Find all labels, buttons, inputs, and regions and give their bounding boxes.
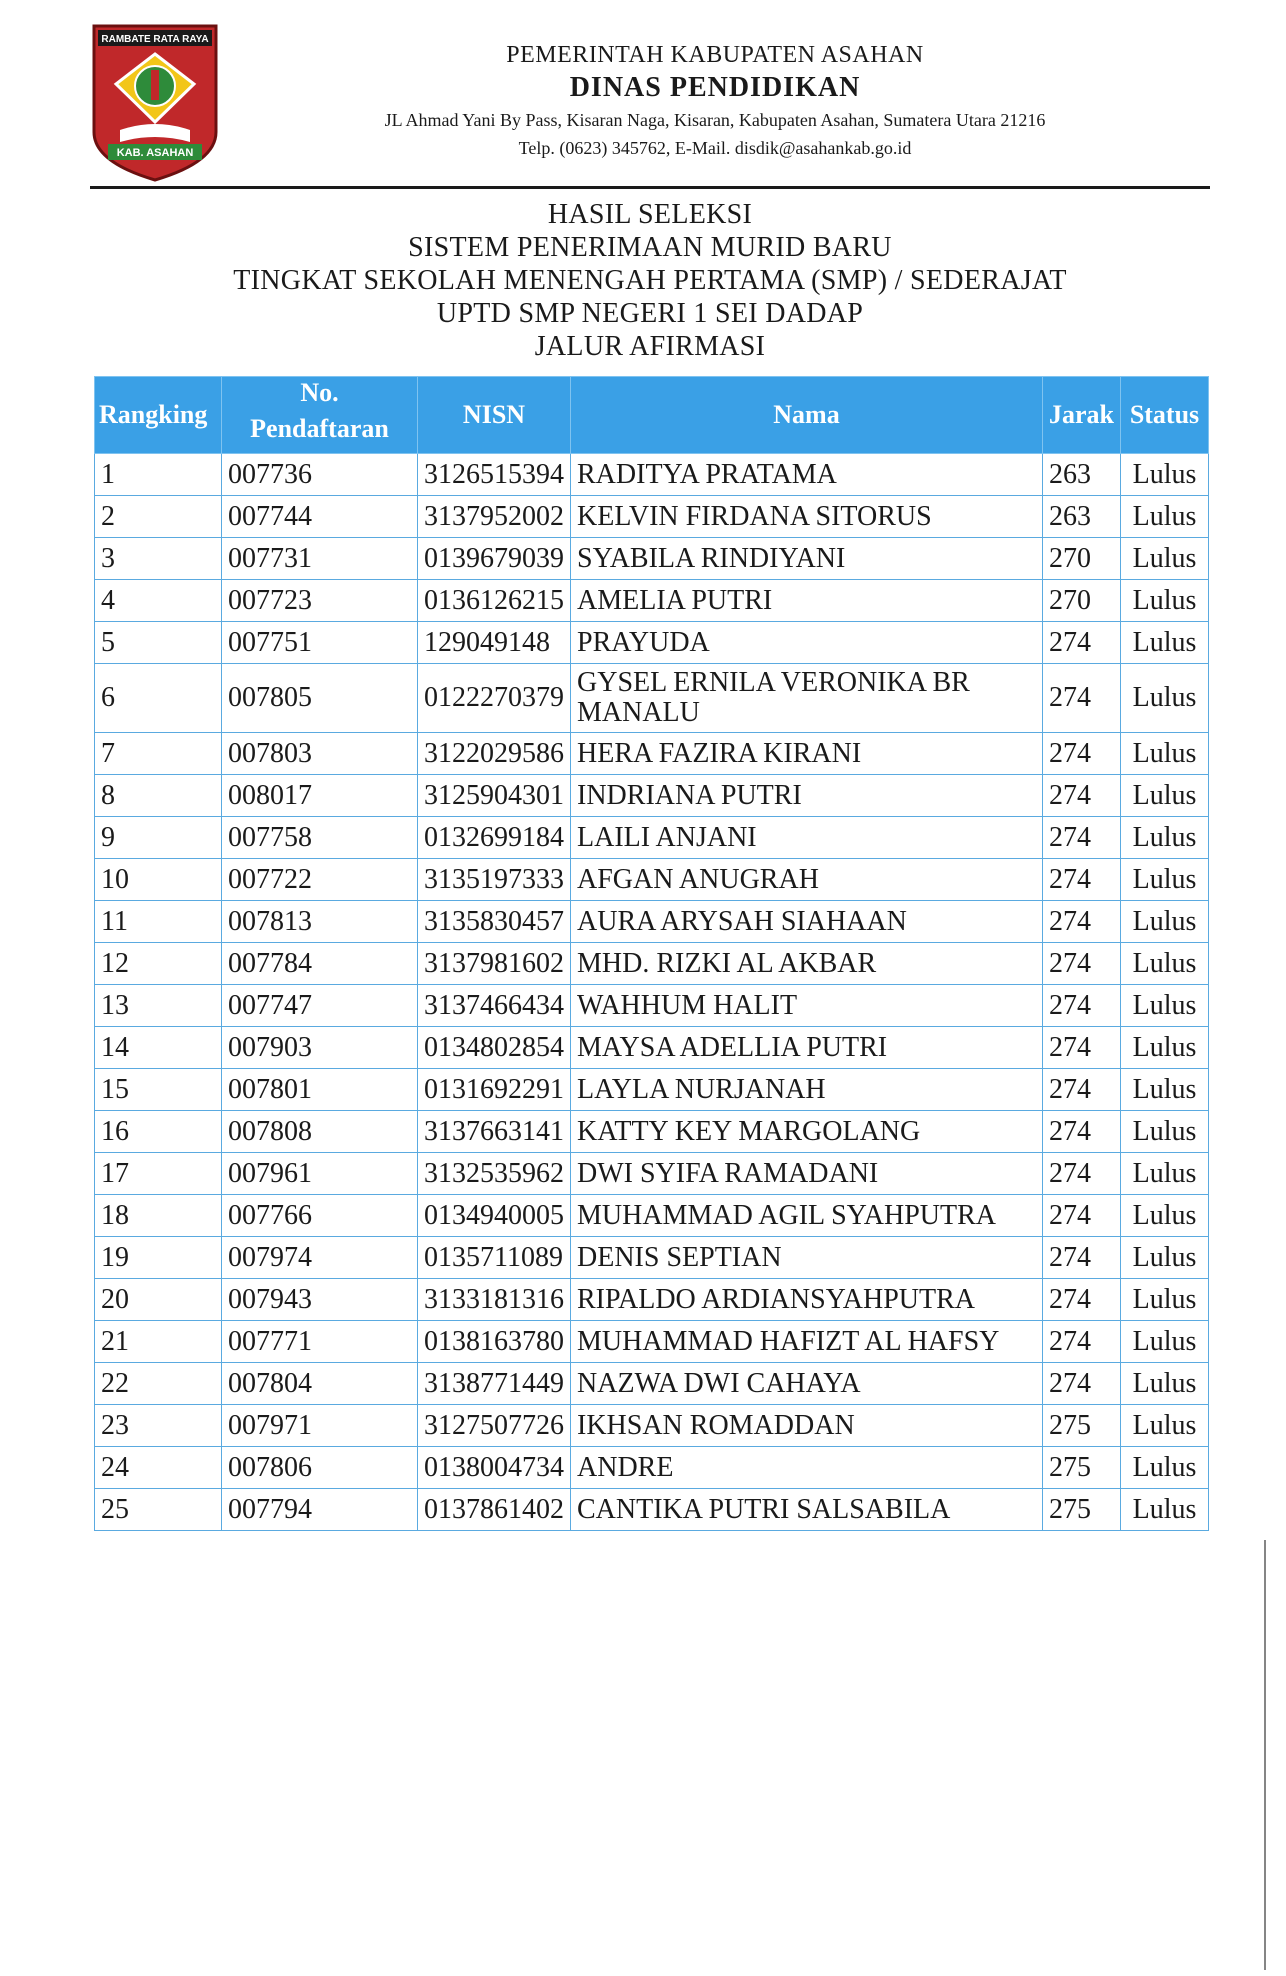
cell-registration-number: 007803 xyxy=(222,733,418,775)
cell-distance: 270 xyxy=(1043,538,1121,580)
header-status: Status xyxy=(1121,377,1209,454)
header-nisn: NISN xyxy=(418,377,571,454)
table-row xyxy=(95,664,1209,733)
cell-registration-number: 007813 xyxy=(222,901,418,943)
cell-nisn: 0137861402 xyxy=(418,1489,571,1531)
cell-registration-number: 007971 xyxy=(222,1405,418,1447)
table-row xyxy=(95,817,1209,859)
cell-name: CANTIKA PUTRI SALSABILA xyxy=(571,1489,1043,1531)
cell-nisn: 3132535962 xyxy=(418,1153,571,1195)
cell-rank: 8 xyxy=(95,775,222,817)
cell-status: Lulus xyxy=(1121,1027,1209,1069)
cell-rank: 21 xyxy=(95,1321,222,1363)
table-row xyxy=(95,1321,1209,1363)
table-row xyxy=(95,1279,1209,1321)
selection-results-table xyxy=(94,376,1209,1531)
cell-registration-number: 007722 xyxy=(222,859,418,901)
table-row xyxy=(95,985,1209,1027)
cell-nisn: 3137663141 xyxy=(418,1111,571,1153)
cell-name: AMELIA PUTRI xyxy=(571,580,1043,622)
table-row xyxy=(95,1405,1209,1447)
cell-rank: 18 xyxy=(95,1195,222,1237)
cell-status: Lulus xyxy=(1121,733,1209,775)
cell-distance: 275 xyxy=(1043,1447,1121,1489)
cell-rank: 16 xyxy=(95,1111,222,1153)
cell-distance: 263 xyxy=(1043,454,1121,496)
cell-status: Lulus xyxy=(1121,1111,1209,1153)
cell-distance: 274 xyxy=(1043,1363,1121,1405)
cell-rank: 15 xyxy=(95,1069,222,1111)
cell-rank: 6 xyxy=(95,664,222,733)
cell-status: Lulus xyxy=(1121,1237,1209,1279)
cell-registration-number: 007723 xyxy=(222,580,418,622)
table-row xyxy=(95,1489,1209,1531)
cell-nisn: 3137952002 xyxy=(418,496,571,538)
government-name: PEMERINTAH KABUPATEN ASAHAN xyxy=(506,42,924,68)
title-school-name: UPTD SMP NEGERI 1 SEI DADAP xyxy=(436,298,864,329)
header-distance: Jarak xyxy=(1043,377,1121,454)
cell-status: Lulus xyxy=(1121,859,1209,901)
cell-status: Lulus xyxy=(1121,1363,1209,1405)
cell-name: MUHAMMAD HAFIZT AL HAFSY xyxy=(571,1321,1043,1363)
cell-name: PRAYUDA xyxy=(571,622,1043,664)
cell-registration-number: 007801 xyxy=(222,1069,418,1111)
cell-name: RIPALDO ARDIANSYAHPUTRA xyxy=(571,1279,1043,1321)
cell-nisn: 3135197333 xyxy=(418,859,571,901)
cell-status: Lulus xyxy=(1121,943,1209,985)
cell-distance: 274 xyxy=(1043,1237,1121,1279)
cell-registration-number: 008017 xyxy=(222,775,418,817)
cell-status: Lulus xyxy=(1121,1279,1209,1321)
cell-name: MAYSA ADELLIA PUTRI xyxy=(571,1027,1043,1069)
cell-distance: 274 xyxy=(1043,859,1121,901)
cell-rank: 19 xyxy=(95,1237,222,1279)
header-rank: Rangking xyxy=(95,377,222,454)
header-name: Nama xyxy=(571,377,1043,454)
table-row xyxy=(95,622,1209,664)
cell-name: IKHSAN ROMADDAN xyxy=(571,1405,1043,1447)
table-row xyxy=(95,454,1209,496)
cell-status: Lulus xyxy=(1121,901,1209,943)
cell-distance: 274 xyxy=(1043,901,1121,943)
cell-status: Lulus xyxy=(1121,622,1209,664)
cell-distance: 263 xyxy=(1043,496,1121,538)
cell-registration-number: 007974 xyxy=(222,1237,418,1279)
cell-registration-number: 007771 xyxy=(222,1321,418,1363)
cell-name: ANDRE xyxy=(571,1447,1043,1489)
table-row xyxy=(95,1153,1209,1195)
cell-status: Lulus xyxy=(1121,580,1209,622)
cell-distance: 274 xyxy=(1043,775,1121,817)
cell-name: KELVIN FIRDANA SITORUS xyxy=(571,496,1043,538)
cell-status: Lulus xyxy=(1121,1447,1209,1489)
svg-text:RAMBATE RATA RAYA: RAMBATE RATA RAYA xyxy=(101,34,209,45)
cell-distance: 274 xyxy=(1043,1069,1121,1111)
header-reg-line1: No. xyxy=(300,378,339,407)
cell-status: Lulus xyxy=(1121,775,1209,817)
title-admission-system: SISTEM PENERIMAAN MURID BARU xyxy=(408,232,892,263)
cell-rank: 4 xyxy=(95,580,222,622)
cell-name: MUHAMMAD AGIL SYAHPUTRA xyxy=(571,1195,1043,1237)
cell-nisn: 129049148 xyxy=(418,622,571,664)
cell-name: WAHHUM HALIT xyxy=(571,985,1043,1027)
cell-distance: 274 xyxy=(1043,622,1121,664)
table-row xyxy=(95,1237,1209,1279)
cell-status: Lulus xyxy=(1121,1195,1209,1237)
svg-text:KAB. ASAHAN: KAB. ASAHAN xyxy=(116,147,194,159)
scan-edge-line xyxy=(1264,1540,1266,1970)
table-row xyxy=(95,775,1209,817)
cell-rank: 10 xyxy=(95,859,222,901)
cell-rank: 25 xyxy=(95,1489,222,1531)
cell-nisn: 3135830457 xyxy=(418,901,571,943)
cell-rank: 17 xyxy=(95,1153,222,1195)
cell-distance: 274 xyxy=(1043,817,1121,859)
cell-distance: 275 xyxy=(1043,1405,1121,1447)
cell-distance: 270 xyxy=(1043,580,1121,622)
table-row xyxy=(95,901,1209,943)
cell-status: Lulus xyxy=(1121,496,1209,538)
letterhead-text xyxy=(240,40,1190,162)
cell-nisn: 0122270379 xyxy=(418,664,571,733)
cell-rank: 23 xyxy=(95,1405,222,1447)
letterhead-divider xyxy=(90,186,1210,189)
table-row xyxy=(95,859,1209,901)
cell-rank: 1 xyxy=(95,454,222,496)
cell-distance: 274 xyxy=(1043,1027,1121,1069)
cell-distance: 274 xyxy=(1043,664,1121,733)
cell-distance: 274 xyxy=(1043,1279,1121,1321)
table-row xyxy=(95,733,1209,775)
cell-registration-number: 007766 xyxy=(222,1195,418,1237)
table-row xyxy=(95,1447,1209,1489)
cell-nisn: 3137981602 xyxy=(418,943,571,985)
cell-nisn: 3122029586 xyxy=(418,733,571,775)
cell-name: LAILI ANJANI xyxy=(571,817,1043,859)
cell-name: HERA FAZIRA KIRANI xyxy=(571,733,1043,775)
cell-name: LAYLA NURJANAH xyxy=(571,1069,1043,1111)
cell-registration-number: 007961 xyxy=(222,1153,418,1195)
cell-status: Lulus xyxy=(1121,1069,1209,1111)
cell-status: Lulus xyxy=(1121,1405,1209,1447)
cell-status: Lulus xyxy=(1121,1321,1209,1363)
cell-rank: 9 xyxy=(95,817,222,859)
cell-status: Lulus xyxy=(1121,1489,1209,1531)
cell-nisn: 0132699184 xyxy=(418,817,571,859)
cell-nisn: 3127507726 xyxy=(418,1405,571,1447)
cell-nisn: 0138004734 xyxy=(418,1447,571,1489)
cell-status: Lulus xyxy=(1121,538,1209,580)
cell-rank: 3 xyxy=(95,538,222,580)
cell-rank: 12 xyxy=(95,943,222,985)
cell-nisn: 0131692291 xyxy=(418,1069,571,1111)
cell-rank: 14 xyxy=(95,1027,222,1069)
cell-registration-number: 007808 xyxy=(222,1111,418,1153)
cell-status: Lulus xyxy=(1121,1153,1209,1195)
table-row xyxy=(95,538,1209,580)
cell-status: Lulus xyxy=(1121,985,1209,1027)
cell-nisn: 3138771449 xyxy=(418,1363,571,1405)
office-contact: Telp. (0623) 345762, E-Mail. disdik@asahankab.go.id xyxy=(518,138,912,158)
cell-nisn: 0138163780 xyxy=(418,1321,571,1363)
cell-distance: 274 xyxy=(1043,985,1121,1027)
cell-nisn: 3125904301 xyxy=(418,775,571,817)
cell-name: DENIS SEPTIAN xyxy=(571,1237,1043,1279)
cell-name: INDRIANA PUTRI xyxy=(571,775,1043,817)
cell-distance: 274 xyxy=(1043,1153,1121,1195)
cell-registration-number: 007943 xyxy=(222,1279,418,1321)
cell-registration-number: 007736 xyxy=(222,454,418,496)
header-reg-line2: Pendaftaran xyxy=(250,414,389,443)
cell-rank: 11 xyxy=(95,901,222,943)
cell-rank: 22 xyxy=(95,1363,222,1405)
cell-name: KATTY KEY MARGOLANG xyxy=(571,1111,1043,1153)
cell-nisn: 3137466434 xyxy=(418,985,571,1027)
header-registration-number xyxy=(222,377,418,454)
title-admission-track: JALUR AFIRMASI xyxy=(534,331,766,362)
cell-nisn: 0136126215 xyxy=(418,580,571,622)
cell-registration-number: 007805 xyxy=(222,664,418,733)
table-row xyxy=(95,496,1209,538)
cell-registration-number: 007784 xyxy=(222,943,418,985)
cell-registration-number: 007804 xyxy=(222,1363,418,1405)
cell-nisn: 0134802854 xyxy=(418,1027,571,1069)
cell-name: MHD. RIZKI AL AKBAR xyxy=(571,943,1043,985)
table-row xyxy=(95,1363,1209,1405)
agency-name: DINAS PENDIDIKAN xyxy=(569,72,861,103)
cell-status: Lulus xyxy=(1121,664,1209,733)
cell-distance: 275 xyxy=(1043,1489,1121,1531)
cell-rank: 2 xyxy=(95,496,222,538)
cell-status: Lulus xyxy=(1121,454,1209,496)
cell-registration-number: 007903 xyxy=(222,1027,418,1069)
document-title-block xyxy=(90,198,1210,363)
cell-registration-number: 007751 xyxy=(222,622,418,664)
cell-nisn: 3133181316 xyxy=(418,1279,571,1321)
cell-registration-number: 007731 xyxy=(222,538,418,580)
cell-rank: 5 xyxy=(95,622,222,664)
cell-distance: 274 xyxy=(1043,1321,1121,1363)
cell-rank: 24 xyxy=(95,1447,222,1489)
table-row xyxy=(95,943,1209,985)
title-selection-result: HASIL SELEKSI xyxy=(547,199,753,230)
cell-rank: 13 xyxy=(95,985,222,1027)
cell-distance: 274 xyxy=(1043,943,1121,985)
table-row xyxy=(95,1195,1209,1237)
cell-name: DWI SYIFA RAMADANI xyxy=(571,1153,1043,1195)
cell-registration-number: 007744 xyxy=(222,496,418,538)
table-row xyxy=(95,580,1209,622)
cell-nisn: 0139679039 xyxy=(418,538,571,580)
cell-name: AURA ARYSAH SIAHAAN xyxy=(571,901,1043,943)
cell-name: NAZWA DWI CAHAYA xyxy=(571,1363,1043,1405)
cell-registration-number: 007794 xyxy=(222,1489,418,1531)
cell-nisn: 0135711089 xyxy=(418,1237,571,1279)
cell-nisn: 0134940005 xyxy=(418,1195,571,1237)
cell-registration-number: 007806 xyxy=(222,1447,418,1489)
cell-nisn: 3126515394 xyxy=(418,454,571,496)
table-row xyxy=(95,1069,1209,1111)
table-row xyxy=(95,1111,1209,1153)
cell-name: GYSEL ERNILA VERONIKA BR MANALU xyxy=(571,664,1043,733)
cell-rank: 7 xyxy=(95,733,222,775)
asahan-regency-crest-icon xyxy=(90,22,220,182)
office-address: JL Ahmad Yani By Pass, Kisaran Naga, Kisaran, Kabupaten Asahan, Sumatera Utara 21216 xyxy=(384,110,1046,130)
cell-distance: 274 xyxy=(1043,1111,1121,1153)
title-school-level: TINGKAT SEKOLAH MENENGAH PERTAMA (SMP) / SEDERAJAT xyxy=(233,265,1067,296)
cell-status: Lulus xyxy=(1121,817,1209,859)
cell-name: SYABILA RINDIYANI xyxy=(571,538,1043,580)
cell-registration-number: 007758 xyxy=(222,817,418,859)
table-row xyxy=(95,1027,1209,1069)
cell-rank: 20 xyxy=(95,1279,222,1321)
table-header-row xyxy=(95,377,1209,454)
cell-distance: 274 xyxy=(1043,733,1121,775)
cell-name: AFGAN ANUGRAH xyxy=(571,859,1043,901)
letterhead xyxy=(90,22,1210,192)
cell-name: RADITYA PRATAMA xyxy=(571,454,1043,496)
cell-distance: 274 xyxy=(1043,1195,1121,1237)
cell-registration-number: 007747 xyxy=(222,985,418,1027)
